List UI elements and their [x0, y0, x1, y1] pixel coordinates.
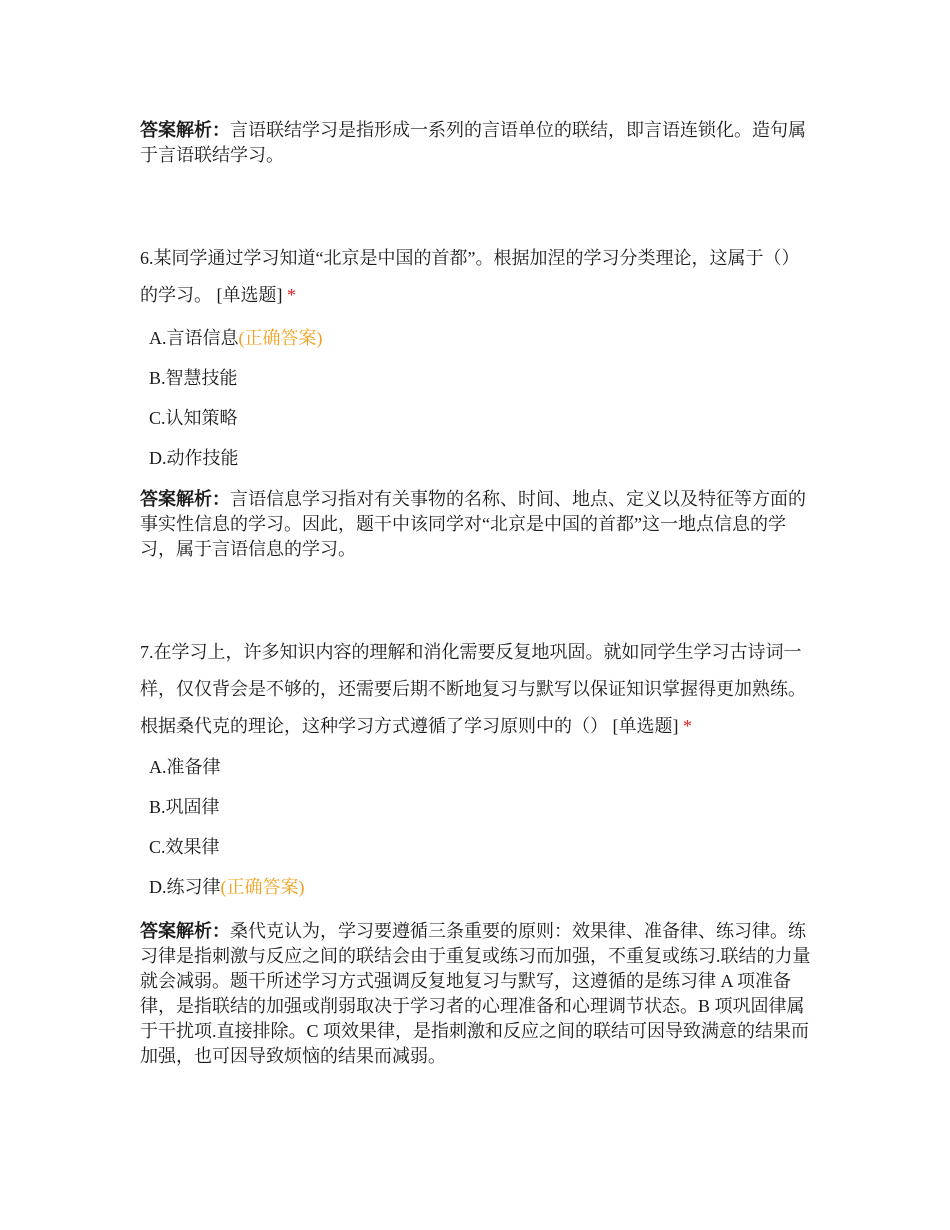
options-list — [140, 318, 812, 478]
option-text: C.效果律 — [149, 837, 220, 857]
q6-answer-analysis — [140, 487, 812, 562]
question-text: 7.在学习上，许多知识内容的理解和消化需要反复地巩固。就如同学生学习古诗词一样，仅仅背会是不够的，还需要后期不断地复习与默写以保证知识掌握得更加熟练。根据桑代克的理论，这种学习方式遵循了学习原则中的（） — [140, 642, 806, 736]
options-list — [140, 747, 812, 907]
option-d[interactable] — [140, 867, 812, 907]
question-stem — [140, 240, 812, 314]
option-d[interactable] — [140, 438, 812, 478]
question-6 — [140, 240, 812, 478]
question-7 — [140, 634, 812, 907]
option-text: B.巩固律 — [149, 797, 220, 817]
option-c[interactable] — [140, 398, 812, 438]
required-marker: * — [287, 285, 296, 305]
option-a[interactable] — [140, 747, 812, 787]
analysis-text: 言语联结学习是指形成一系列的言语单位的联结，即言语连锁化。造句属于言语联结学习。 — [140, 120, 806, 165]
q5-answer-analysis — [140, 118, 812, 168]
analysis-text: 言语信息学习指对有关事物的名称、时间、地点、定义以及特征等方面的事实性信息的学习。因此，题干中该同学对“北京是中国的首都”这一地点信息的学习，属于言语信息的学习。 — [140, 489, 806, 559]
question-stem — [140, 634, 812, 745]
question-text: 6.某同学通过学习知道“北京是中国的首都”。根据加涅的学习分类理论，这属于（）的学习。 — [140, 248, 800, 305]
required-marker: * — [683, 716, 692, 736]
option-text: B.智慧技能 — [149, 368, 238, 388]
analysis-label: 答案解析： — [140, 489, 230, 509]
q7-answer-analysis — [140, 919, 812, 1069]
option-text: A.准备律 — [149, 757, 221, 777]
option-text: A.言语信息 — [149, 328, 239, 348]
option-text: D.练习律 — [149, 877, 221, 897]
option-text: D.动作技能 — [149, 448, 239, 468]
analysis-label: 答案解析： — [140, 921, 230, 941]
analysis-label: 答案解析： — [140, 120, 230, 140]
correct-answer-tag: (正确答案) — [220, 877, 305, 897]
option-text: C.认知策略 — [149, 408, 238, 428]
option-b[interactable] — [140, 787, 812, 827]
analysis-text: 桑代克认为，学习要遵循三条重要的原则：效果律、准备律、练习律。练习律是指刺激与反应之间的联结会由于重复或练习而加强，不重复或练习.联结的力量就会减弱。题干所述学习方式强调反复地复习与默写，这遵循的是练习律 A 项准备律，是指联结的加强或削弱取决于学习者的心理准备和心理调节状态。B 项巩固律属于干扰项.直接排除。C 项效果律，是指刺激和反应之间的联结可因导致满意的结果而加强，也可因导致烦恼的结果而减弱。 — [140, 921, 811, 1066]
correct-answer-tag: (正确答案) — [238, 328, 323, 348]
option-b[interactable] — [140, 358, 812, 398]
question-type: [单选题] — [612, 716, 679, 736]
question-type: [单选题] — [216, 285, 283, 305]
option-a[interactable] — [140, 318, 812, 358]
option-c[interactable] — [140, 827, 812, 867]
